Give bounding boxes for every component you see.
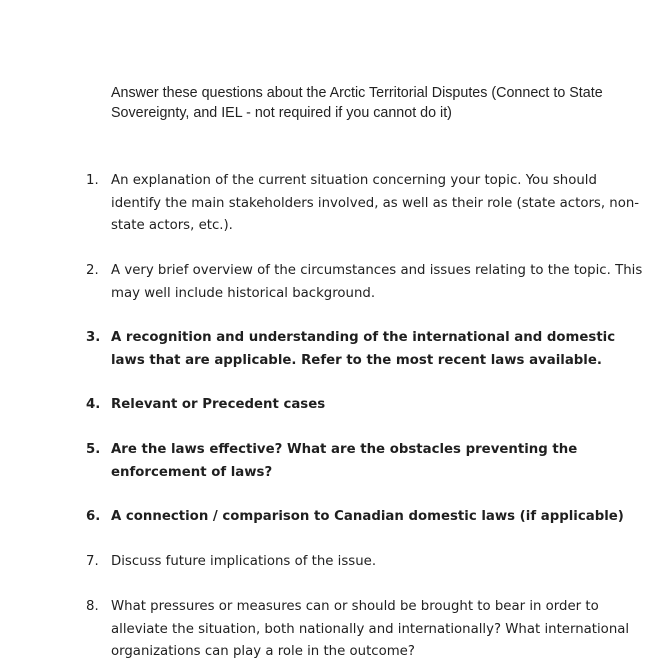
question-text: Relevant or Precedent cases <box>111 397 326 412</box>
question-number: 2. <box>86 263 99 278</box>
question-number: 1. <box>86 173 99 188</box>
instructions-intro: Answer these questions about the Arctic Territorial Disputes (Connect to State Sovereignty, and IEL - not required if you cannot do it) <box>111 85 603 121</box>
question-number: 8. <box>86 599 99 614</box>
question-text: Are the laws effective? What are the obstacles preventing the enforcement of laws? <box>111 442 578 480</box>
question-text: What pressures or measures can or should be brought to bear in order to alleviate the situation, both nationally and internationally? What international organizations can play a role in the outcome? <box>111 599 630 659</box>
question-text: A very brief overview of the circumstances and issues relating to the topic. This may well include historical background. <box>111 263 643 301</box>
question-text: A connection / comparison to Canadian domestic laws (if applicable) <box>111 509 624 524</box>
question-text: An explanation of the current situation concerning your topic. You should identify the main stakeholders involved, as well as their role (state actors, non-state actors, etc.). <box>111 173 640 233</box>
question-text: A recognition and understanding of the international and domestic laws that are applicable. Refer to the most recent laws available. <box>111 330 616 368</box>
question-number: 5. <box>86 442 101 457</box>
question-number: 7. <box>86 554 99 569</box>
question-number: 4. <box>86 397 101 412</box>
question-text: Discuss future implications of the issue. <box>111 554 377 569</box>
question-number: 6. <box>86 509 101 524</box>
question-number: 3. <box>86 330 101 345</box>
